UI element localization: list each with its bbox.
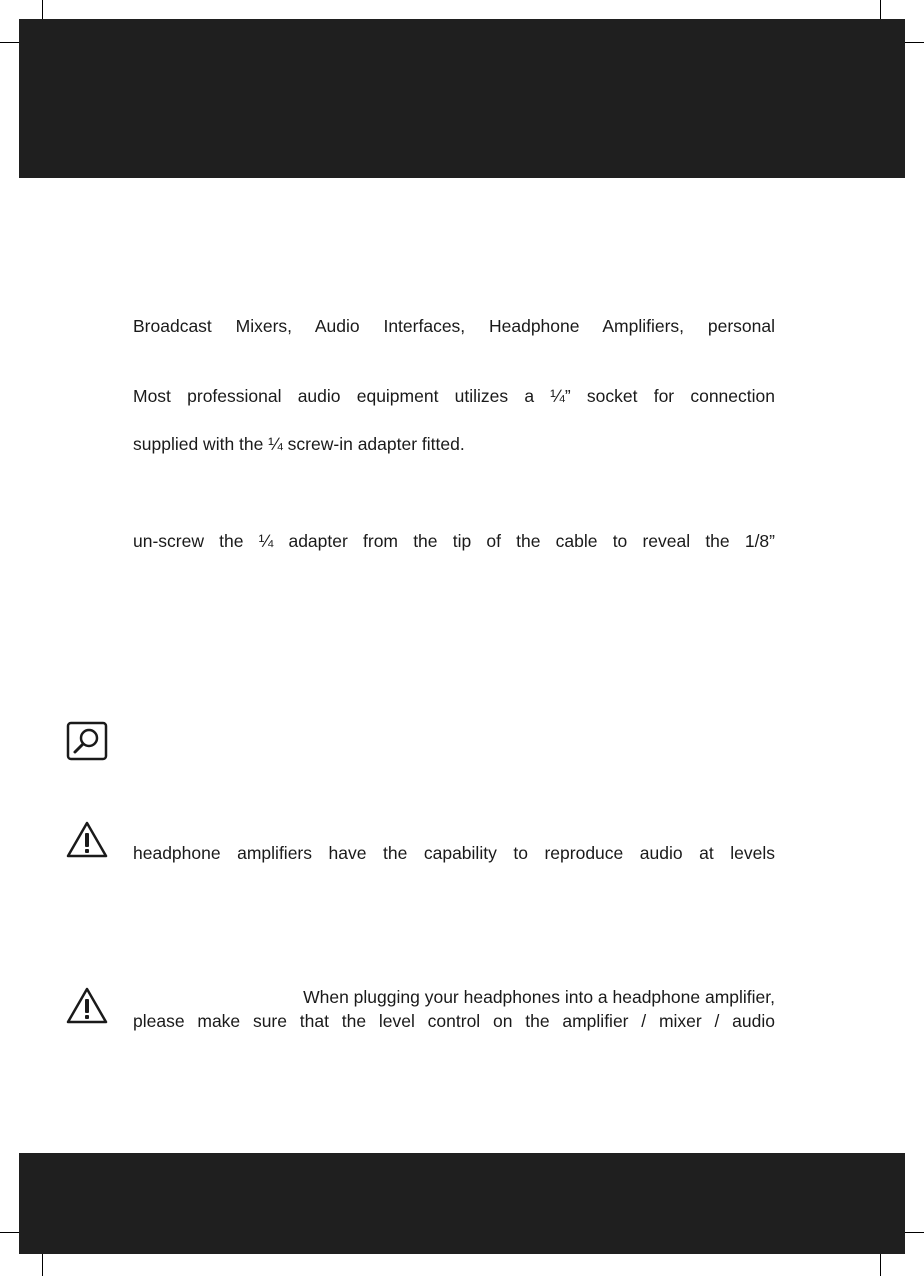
warning-line: headphone amplifiers have the capability to reproduce audio at levels (133, 843, 775, 863)
magnifier-icon (66, 721, 108, 761)
footer-band (19, 1153, 905, 1254)
warning-line: please make sure that the level control on the amplifier / mixer / audio (133, 1011, 775, 1031)
paragraph-line: Most professional audio equipment utilizes a ¼” socket for connection (133, 386, 775, 406)
warning-triangle-icon (66, 820, 108, 860)
warning-triangle-icon (66, 986, 108, 1026)
warning-line: When plugging your headphones into a headphone amplifier, (303, 987, 775, 1007)
paragraph-line: Broadcast Mixers, Audio Interfaces, Headphone Amplifiers, personal (133, 316, 775, 336)
paragraph-line: un-screw the ¼ adapter from the tip of the cable to reveal the 1/8” (133, 531, 775, 551)
paragraph-line: supplied with the ¼ screw-in adapter fitted. (133, 434, 465, 454)
header-band (19, 19, 905, 178)
